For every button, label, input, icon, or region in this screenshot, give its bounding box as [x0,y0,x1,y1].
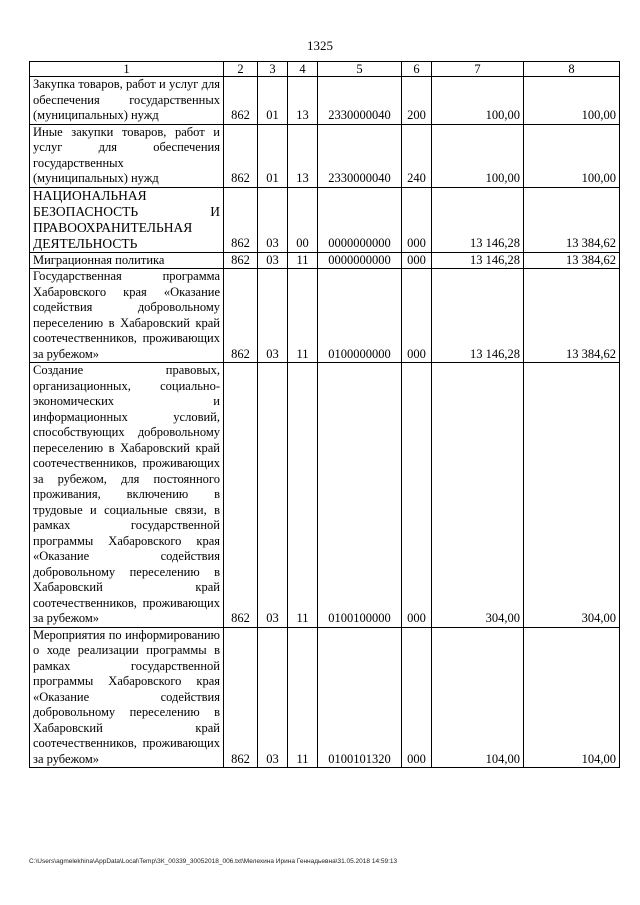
row-rz: 03 [258,627,288,768]
row-csr: 0100101320 [318,627,402,768]
row-sum-1: 100,00 [432,77,524,125]
row-sum-1: 304,00 [432,363,524,628]
row-name: НАЦИОНАЛЬНАЯ БЕЗОПАСНОСТЬ И ПРАВООХРАНИТЕЛЬНАЯ ДЕЯТЕЛЬНОСТЬ [30,187,224,252]
row-csr: 2330000040 [318,77,402,125]
row-csr: 2330000040 [318,124,402,187]
column-header: 6 [402,62,432,77]
row-pr: 11 [288,627,318,768]
column-header: 7 [432,62,524,77]
table-row [30,627,620,768]
row-rz: 01 [258,77,288,125]
row-sum-2: 13 384,62 [524,252,620,269]
row-csr: 0000000000 [318,252,402,269]
row-pr: 13 [288,77,318,125]
row-ved: 862 [224,363,258,628]
budget-table [29,61,620,768]
row-csr: 0100100000 [318,363,402,628]
row-csr: 0000000000 [318,187,402,252]
row-rz: 03 [258,187,288,252]
table-row [30,124,620,187]
row-vr: 200 [402,77,432,125]
page-number: 1325 [307,38,333,53]
row-vr: 000 [402,252,432,269]
row-sum-2: 13 384,62 [524,187,620,252]
row-sum-2: 13 384,62 [524,269,620,363]
row-name: Миграционная политика [30,252,224,269]
row-rz: 03 [258,363,288,628]
row-sum-1: 13 146,28 [432,269,524,363]
column-header: 5 [318,62,402,77]
row-csr: 0100000000 [318,269,402,363]
row-sum-1: 13 146,28 [432,187,524,252]
row-vr: 000 [402,187,432,252]
row-sum-2: 104,00 [524,627,620,768]
row-ved: 862 [224,269,258,363]
row-ved: 862 [224,187,258,252]
table-row [30,252,620,269]
row-name: Создание правовых, организационных, социально-экономических и информационных условий, способствующих добровольному переселению в Хабаровский край соотечественников, проживающих за рубежом, для постоянного проживания, включению в трудовые и социальные связи, в рамках государственной программы Хабаровского края «Оказание содействия добровольному переселению в Хабаровский край соотечественников, проживающих за рубежом» [30,363,224,628]
row-ved: 862 [224,124,258,187]
row-pr: 13 [288,124,318,187]
column-header: 2 [224,62,258,77]
column-header: 1 [30,62,224,77]
row-pr: 11 [288,252,318,269]
table-header-row [30,62,620,77]
column-header: 3 [258,62,288,77]
row-name: Мероприятия по информированию о ходе реализации программы в рамках государственной программы Хабаровского края «Оказание содействия добровольному переселению в Хабаровский край соотечественников, проживающих за рубежом» [30,627,224,768]
row-ved: 862 [224,77,258,125]
row-rz: 03 [258,269,288,363]
row-sum-1: 13 146,28 [432,252,524,269]
row-pr: 11 [288,363,318,628]
row-rz: 01 [258,124,288,187]
row-vr: 000 [402,627,432,768]
column-header: 8 [524,62,620,77]
row-sum-2: 100,00 [524,77,620,125]
row-pr: 00 [288,187,318,252]
table-row [30,77,620,125]
table-row [30,269,620,363]
row-name: Иные закупки товаров, работ и услуг для обеспечения государственных (муниципальных) нужд [30,124,224,187]
row-rz: 03 [258,252,288,269]
row-sum-2: 304,00 [524,363,620,628]
column-header: 4 [288,62,318,77]
row-pr: 11 [288,269,318,363]
row-name: Закупка товаров, работ и услуг для обеспечения государственных (муниципальных) нужд [30,77,224,125]
row-vr: 000 [402,363,432,628]
table-row [30,363,620,628]
footer-file-path: C:\Users\agmelekhina\AppData\Local\Temp\ЗК_00339_30052018_006.txt\Мелехина Ирина Геннадьевна\31.05.2018 14:59:13 [29,858,398,865]
table-row [30,187,620,252]
row-ved: 862 [224,252,258,269]
row-name: Государственная программа Хабаровского края «Оказание содействия добровольному переселению в Хабаровский край соотечественников, проживающих за рубежом» [30,269,224,363]
row-vr: 000 [402,269,432,363]
row-vr: 240 [402,124,432,187]
row-sum-2: 100,00 [524,124,620,187]
row-sum-1: 104,00 [432,627,524,768]
row-sum-1: 100,00 [432,124,524,187]
row-ved: 862 [224,627,258,768]
